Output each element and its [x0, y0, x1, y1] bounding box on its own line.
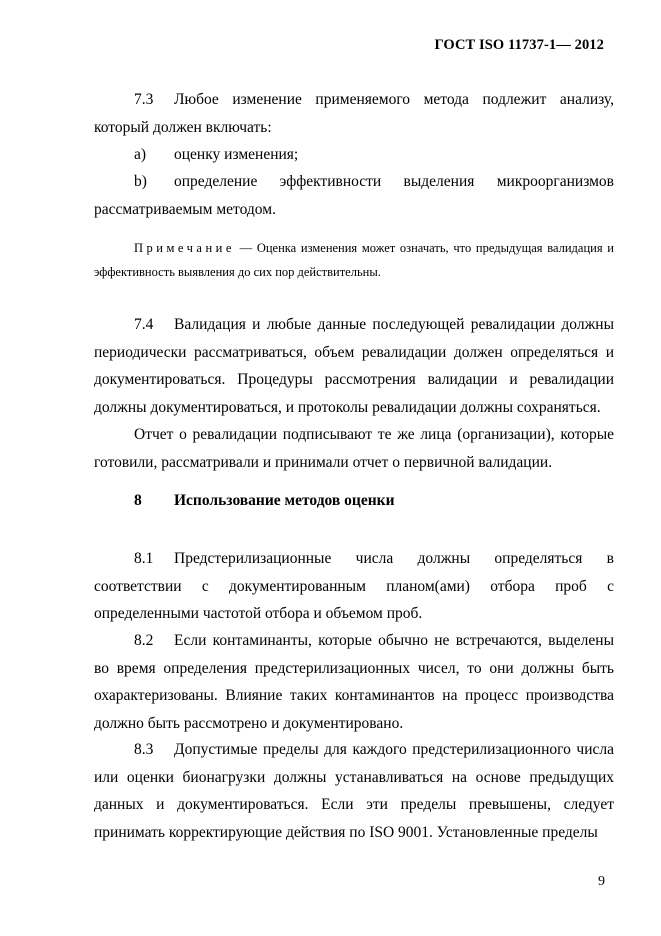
- clause-number: 8.2: [134, 632, 154, 649]
- paragraph-7-4: [94, 311, 614, 421]
- section-title: Использование методов оценки: [174, 492, 395, 509]
- list-marker: а): [134, 146, 147, 163]
- clause-number: 7.3: [134, 91, 154, 108]
- page-number: 9: [598, 874, 605, 889]
- clause-text: Любое изменение применяемого метода подлежит анализу, который должен включать:: [94, 91, 614, 136]
- list-marker: b): [134, 173, 147, 190]
- paragraph-7-3: [94, 86, 614, 141]
- note-dash: —: [234, 241, 257, 255]
- document-header: ГОСТ ISO 11737-1— 2012: [434, 37, 604, 53]
- clause-text: Если контаминанты, которые обычно не встречаются, выделены во время определения предстерилизационных чисел, то они должны быть охарактеризованы. Влияние таких контаминантов на процесс производства должно быть рассмотрено и документировано.: [94, 632, 614, 732]
- note: [94, 236, 614, 284]
- clause-text: Валидация и любые данные последующей ревалидации должны периодически рассматриваться, объем ревалидации должен определяться и документироваться. Процедуры рассмотрения валидации и ревалидации должны документироваться, и протоколы ревалидации должны сохраняться.: [94, 316, 614, 416]
- list-text: оценку изменения;: [174, 146, 299, 163]
- clause-number: 7.4: [134, 316, 154, 333]
- list-text: определение эффективности выделения микроорганизмов рассматриваемым методом.: [94, 173, 614, 218]
- paragraph-8-2: [94, 627, 614, 737]
- section-heading-8: [134, 492, 395, 510]
- paragraph-7-4-continued: Отчет о ревалидации подписывают те же лица (организации), которые готовили, рассматривали и принимали отчет о первичной валидации.: [94, 426, 614, 471]
- note-text: Оценка изменения может означать, что предыдущая валидация и эффективность выявления до сих пор действительны.: [94, 241, 614, 279]
- clause-number: 8.1: [134, 550, 154, 567]
- section-number: 8: [134, 492, 142, 509]
- paragraph-8-1: [94, 545, 614, 628]
- paragraph-8-3: [94, 736, 614, 846]
- clause-number: 8.3: [134, 741, 154, 758]
- list-item-b: [94, 168, 614, 223]
- note-label: Примечание: [134, 241, 235, 255]
- list-item-a: [134, 141, 298, 169]
- clause-text: Допустимые пределы для каждого предстерилизационного числа или оценки бионагрузки должны устанавливаться на основе предыдущих данных и документироваться. Если эти пределы превышены, следует принимать корректирующие действия по ISO 9001. Установленные пределы: [94, 741, 614, 841]
- clause-text: Предстерилизационные числа должны определяться в соответствии с документированным планом(ами) отбора проб с определенными частотой отбора и объемом проб.: [94, 550, 614, 622]
